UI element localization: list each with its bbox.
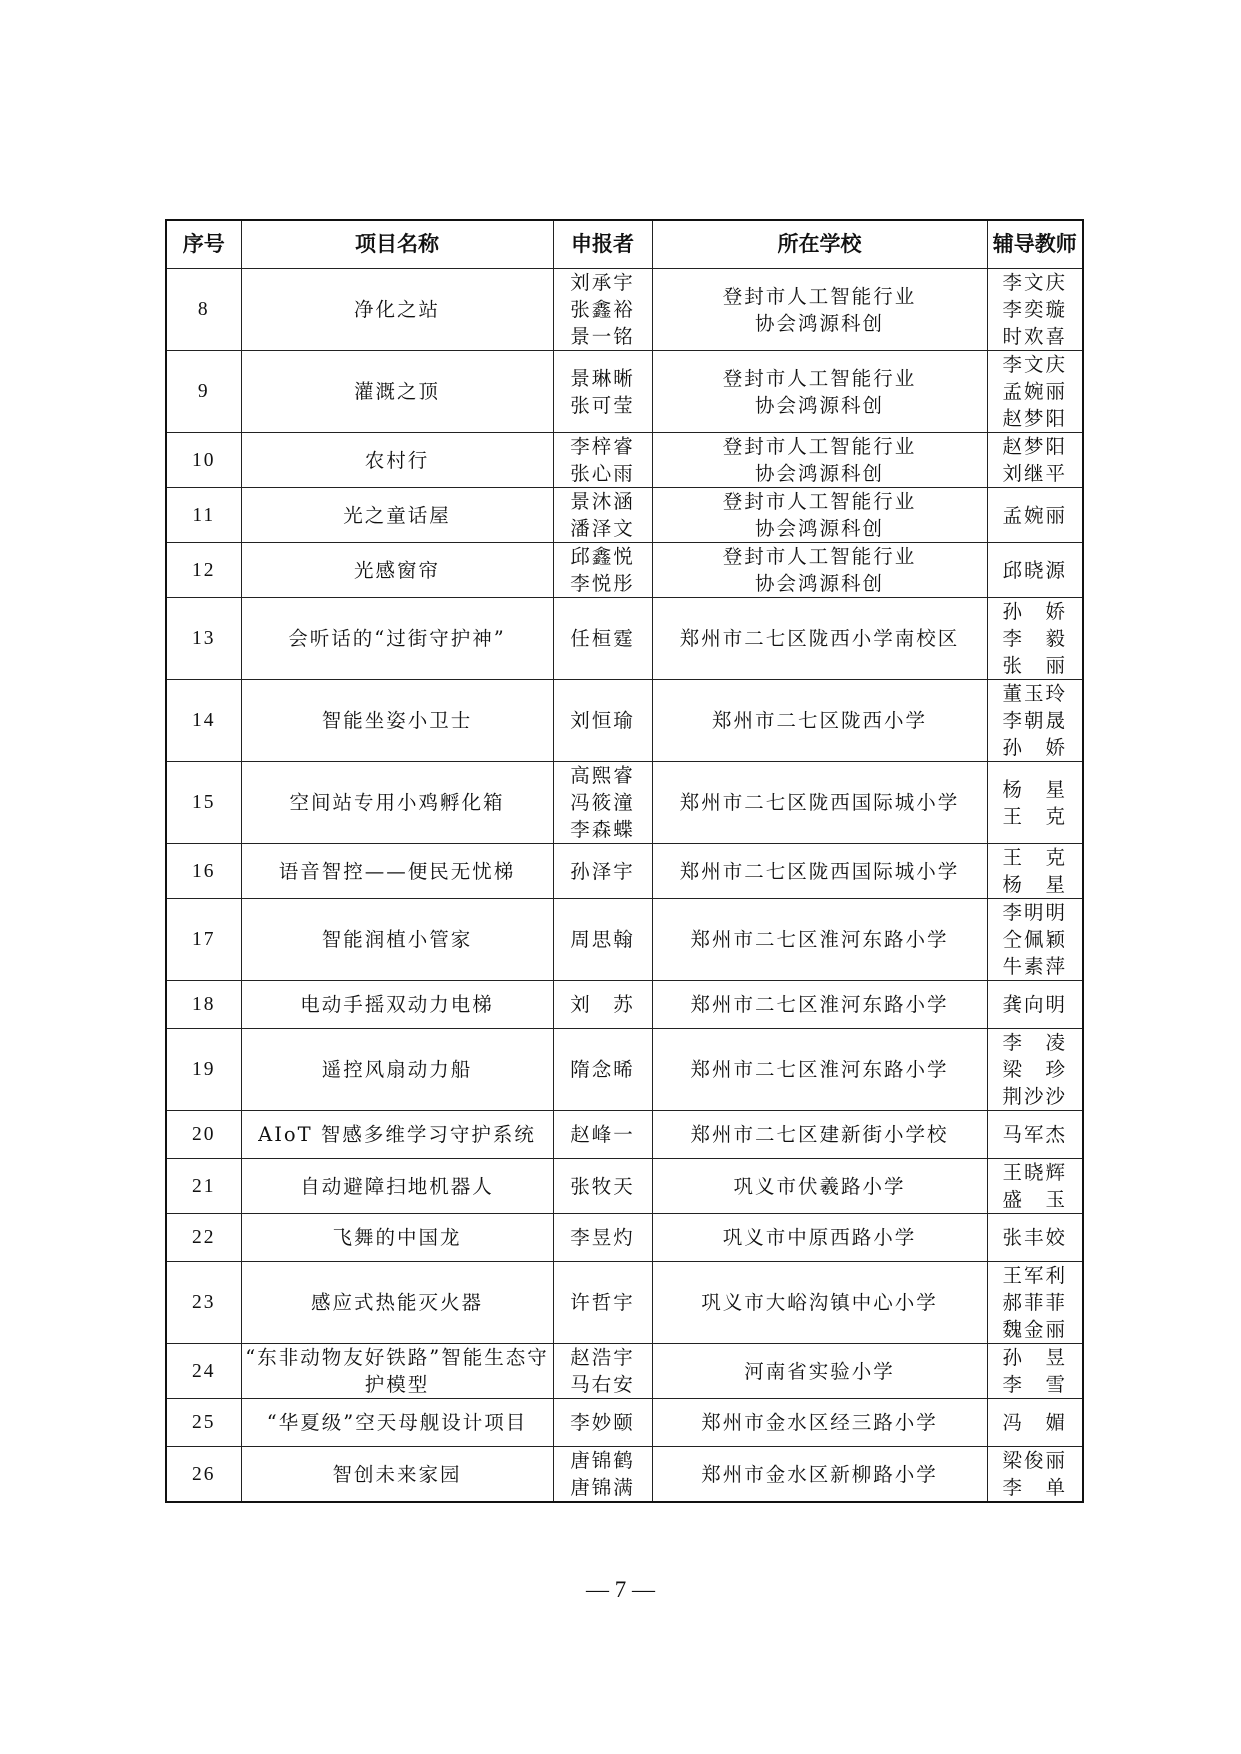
cell-applicants-line: 景沐涵 [570, 490, 635, 513]
cell-project-name: 空间站专用小鸡孵化箱 [241, 762, 553, 844]
cell-applicants-line: 张牧天 [570, 1174, 635, 1198]
cell-school [652, 762, 987, 844]
cell-teachers [987, 1111, 1083, 1159]
cell-teachers-line: 王晓辉 [1002, 1161, 1067, 1184]
cell-teachers-line: 赵梦阳 [1002, 435, 1067, 458]
cell-school-line: 郑州市二七区淮河东路小学 [690, 1058, 949, 1081]
cell-school-line: 协会鸿源科创 [754, 517, 884, 540]
table-row [166, 899, 1083, 981]
cell-teachers [987, 1029, 1083, 1111]
cell-teachers-line: 王军利 [1002, 1264, 1067, 1287]
header-applicant: 申报者 [553, 220, 652, 269]
cell-teachers-line: 孙 娇 [1002, 600, 1067, 623]
cell-project-name: 会听话的“过街守护神” [241, 598, 553, 680]
cell-teachers [987, 844, 1083, 899]
cell-teachers [987, 1447, 1083, 1503]
cell-teachers [987, 1344, 1083, 1399]
table-row [166, 680, 1083, 762]
cell-serial-number: 8 [166, 269, 241, 351]
table-header-row [166, 220, 1083, 269]
cell-applicants-line: 唐锦满 [570, 1476, 635, 1499]
table-row [166, 351, 1083, 433]
cell-school [652, 488, 987, 543]
cell-applicants-line: 潘泽文 [570, 517, 635, 540]
cell-school-line: 郑州市金水区经三路小学 [701, 1411, 938, 1434]
cell-teachers-line: 刘继平 [1002, 462, 1067, 485]
table-row [166, 1159, 1083, 1214]
cell-school [652, 351, 987, 433]
cell-school-line: 登封市人工智能行业 [722, 284, 917, 308]
cell-project-name: 飞舞的中国龙 [241, 1214, 553, 1262]
table-row [166, 433, 1083, 488]
cell-school-line: 登封市人工智能行业 [722, 545, 917, 568]
cell-applicants [553, 269, 652, 351]
cell-applicants-line: 赵浩宇 [570, 1346, 635, 1369]
cell-teachers-line: 张 丽 [1002, 654, 1067, 677]
cell-teachers [987, 433, 1083, 488]
cell-school-line: 登封市人工智能行业 [722, 435, 917, 458]
cell-school [652, 433, 987, 488]
cell-teachers-line: 李 凌 [1002, 1031, 1067, 1054]
cell-school-line: 登封市人工智能行业 [722, 490, 917, 513]
cell-applicants [553, 1262, 652, 1344]
cell-project-name: 净化之站 [241, 269, 553, 351]
cell-project-name: 智创未来家园 [241, 1447, 553, 1503]
cell-applicants [553, 844, 652, 899]
cell-teachers-line: 龚向明 [1002, 993, 1067, 1016]
cell-teachers-line: 郝菲菲 [1002, 1291, 1067, 1314]
cell-teachers-line: 冯 媚 [1002, 1411, 1067, 1434]
cell-school [652, 680, 987, 762]
cell-project-name: “东非动物友好铁路”智能生态守护模型 [241, 1344, 553, 1399]
cell-applicants [553, 1029, 652, 1111]
cell-serial-number: 15 [166, 762, 241, 844]
cell-teachers [987, 762, 1083, 844]
cell-school [652, 1029, 987, 1111]
cell-applicants-line: 张心雨 [570, 462, 635, 485]
cell-applicants [553, 762, 652, 844]
table-row [166, 844, 1083, 899]
cell-serial-number: 17 [166, 899, 241, 981]
cell-applicants [553, 543, 652, 598]
cell-teachers-line: 马军杰 [1002, 1123, 1067, 1146]
cell-teachers [987, 1262, 1083, 1344]
cell-project-name: 遥控风扇动力船 [241, 1029, 553, 1111]
cell-school-line: 郑州市金水区新柳路小学 [701, 1462, 938, 1486]
cell-school [652, 1344, 987, 1399]
cell-school-line: 协会鸿源科创 [754, 393, 884, 417]
cell-serial-number: 25 [166, 1399, 241, 1447]
cell-teachers [987, 269, 1083, 351]
cell-school [652, 981, 987, 1029]
cell-applicants-line: 赵峰一 [570, 1123, 635, 1146]
cell-teachers-line: 杨 星 [1002, 777, 1067, 801]
cell-school-line: 郑州市二七区淮河东路小学 [690, 993, 949, 1016]
cell-school-line: 巩义市伏羲路小学 [733, 1174, 906, 1198]
cell-serial-number: 10 [166, 433, 241, 488]
cell-teachers-line: 王 克 [1002, 804, 1067, 828]
cell-teachers [987, 899, 1083, 981]
cell-school [652, 844, 987, 899]
cell-teachers-line: 邱晓源 [1002, 558, 1067, 582]
cell-teachers-line: 李明明 [1002, 901, 1067, 924]
cell-teachers-line: 梁俊丽 [1002, 1449, 1067, 1472]
award-list-table [165, 219, 1084, 1503]
cell-applicants [553, 981, 652, 1029]
cell-serial-number: 19 [166, 1029, 241, 1111]
cell-teachers-line: 梁 珍 [1002, 1058, 1067, 1081]
cell-applicants-line: 周思翰 [570, 928, 635, 951]
table-row [166, 1344, 1083, 1399]
table-row [166, 1399, 1083, 1447]
cell-project-name: 自动避障扫地机器人 [241, 1159, 553, 1214]
cell-teachers [987, 351, 1083, 433]
cell-applicants-line: 任桓霆 [570, 627, 635, 650]
cell-applicants [553, 680, 652, 762]
cell-school [652, 1214, 987, 1262]
cell-applicants-line: 高熙睿 [570, 764, 635, 787]
cell-serial-number: 16 [166, 844, 241, 899]
cell-project-name: 灌溉之顶 [241, 351, 553, 433]
cell-teachers [987, 488, 1083, 543]
cell-teachers [987, 1399, 1083, 1447]
cell-applicants [553, 488, 652, 543]
cell-applicants [553, 1159, 652, 1214]
cell-project-name: 光之童话屋 [241, 488, 553, 543]
cell-applicants-line: 景一铭 [570, 325, 635, 348]
page-number: — 7 — [586, 1577, 655, 1602]
table-row [166, 1111, 1083, 1159]
header-serial-number: 序号 [166, 220, 241, 269]
cell-applicants-line: 唐锦鹤 [570, 1449, 635, 1472]
cell-teachers-line: 李文庆 [1002, 353, 1067, 376]
cell-serial-number: 13 [166, 598, 241, 680]
cell-applicants [553, 598, 652, 680]
cell-serial-number: 26 [166, 1447, 241, 1503]
cell-teachers-line: 董玉玲 [1002, 682, 1067, 705]
cell-applicants-line: 马右安 [570, 1373, 635, 1396]
cell-serial-number: 14 [166, 680, 241, 762]
cell-teachers-line: 牛素萍 [1002, 955, 1067, 978]
cell-teachers-line: 王 克 [1002, 846, 1067, 869]
table-row [166, 1029, 1083, 1111]
cell-teachers-line: 李 毅 [1002, 627, 1067, 650]
cell-applicants [553, 1399, 652, 1447]
cell-applicants-line: 李森蝶 [570, 818, 635, 841]
cell-school [652, 543, 987, 598]
cell-project-name: 光感窗帘 [241, 543, 553, 598]
cell-teachers-line: 张丰姣 [1002, 1226, 1067, 1249]
cell-school-line: 河南省实验小学 [744, 1359, 895, 1383]
cell-serial-number: 11 [166, 488, 241, 543]
cell-teachers-line: 孙 娇 [1002, 736, 1067, 759]
cell-project-name: “华夏级”空天母舰设计项目 [241, 1399, 553, 1447]
cell-teachers [987, 598, 1083, 680]
cell-teachers-line: 李文庆 [1002, 271, 1067, 294]
cell-applicants [553, 1447, 652, 1503]
cell-school-line: 协会鸿源科创 [754, 311, 884, 335]
cell-applicants-line: 李妙颐 [570, 1411, 635, 1434]
cell-applicants-line: 李昱灼 [570, 1226, 635, 1249]
cell-teachers-line: 盛 玉 [1002, 1188, 1067, 1211]
cell-applicants-line: 张鑫裕 [570, 298, 635, 321]
cell-teachers-line: 孟婉丽 [1002, 380, 1067, 403]
cell-school [652, 1447, 987, 1503]
cell-school [652, 899, 987, 981]
cell-school-line: 郑州市二七区建新街小学校 [690, 1123, 949, 1146]
cell-serial-number: 12 [166, 543, 241, 598]
table-body [166, 269, 1083, 1503]
table-row [166, 1214, 1083, 1262]
cell-school-line: 郑州市二七区陇西国际城小学 [679, 791, 960, 814]
cell-serial-number: 9 [166, 351, 241, 433]
cell-teachers [987, 680, 1083, 762]
cell-applicants-line: 刘恒瑜 [570, 709, 635, 732]
cell-applicants [553, 433, 652, 488]
cell-school [652, 269, 987, 351]
cell-teachers-line: 赵梦阳 [1002, 407, 1067, 430]
cell-school-line: 郑州市二七区淮河东路小学 [690, 928, 949, 951]
cell-teachers-line: 魏金丽 [1002, 1318, 1067, 1341]
cell-applicants-line: 许哲宇 [570, 1291, 635, 1314]
cell-school [652, 1399, 987, 1447]
cell-applicants [553, 351, 652, 433]
cell-school-line: 巩义市中原西路小学 [722, 1226, 917, 1249]
cell-school [652, 1262, 987, 1344]
cell-school-line: 协会鸿源科创 [754, 462, 884, 485]
cell-serial-number: 21 [166, 1159, 241, 1214]
table-row [166, 543, 1083, 598]
table-row [166, 1447, 1083, 1503]
cell-serial-number: 20 [166, 1111, 241, 1159]
cell-serial-number: 22 [166, 1214, 241, 1262]
cell-teachers [987, 1159, 1083, 1214]
cell-teachers [987, 1214, 1083, 1262]
cell-applicants [553, 1111, 652, 1159]
cell-school [652, 598, 987, 680]
cell-project-name: 电动手摇双动力电梯 [241, 981, 553, 1029]
cell-serial-number: 24 [166, 1344, 241, 1399]
cell-school [652, 1111, 987, 1159]
cell-teachers-line: 孟婉丽 [1002, 503, 1067, 527]
cell-applicants-line: 李悦彤 [570, 572, 635, 595]
cell-teachers-line: 李朝晟 [1002, 709, 1067, 732]
cell-project-name: 智能润植小管家 [241, 899, 553, 981]
cell-project-name: AIoT 智感多维学习守护系统 [241, 1111, 553, 1159]
cell-applicants [553, 899, 652, 981]
table-row [166, 1262, 1083, 1344]
cell-teachers-line: 李 单 [1002, 1476, 1067, 1499]
cell-applicants-line: 刘 苏 [570, 993, 635, 1016]
cell-applicants-line: 冯筱潼 [570, 791, 635, 814]
cell-teachers-line: 李奕璇 [1002, 298, 1067, 321]
cell-teachers-line: 仝佩颖 [1002, 928, 1067, 951]
table-row [166, 762, 1083, 844]
cell-school-line: 郑州市二七区陇西小学 [711, 709, 927, 732]
cell-teachers-line: 杨 星 [1002, 873, 1067, 896]
table-row [166, 269, 1083, 351]
cell-applicants [553, 1214, 652, 1262]
header-teacher: 辅导教师 [987, 220, 1083, 269]
cell-applicants-line: 邱鑫悦 [570, 545, 635, 568]
table-row [166, 598, 1083, 680]
cell-applicants-line: 李梓睿 [570, 435, 635, 458]
cell-teachers-line: 李 雪 [1002, 1373, 1067, 1396]
cell-applicants [553, 1344, 652, 1399]
cell-applicants-line: 刘承宇 [570, 271, 635, 294]
cell-project-name: 农村行 [241, 433, 553, 488]
cell-serial-number: 18 [166, 981, 241, 1029]
cell-teachers [987, 543, 1083, 598]
cell-school-line: 协会鸿源科创 [754, 572, 884, 595]
cell-teachers [987, 981, 1083, 1029]
cell-project-name: 智能坐姿小卫士 [241, 680, 553, 762]
cell-project-name: 感应式热能灭火器 [241, 1262, 553, 1344]
header-school: 所在学校 [652, 220, 987, 269]
table-row [166, 981, 1083, 1029]
cell-applicants-line: 隋念晞 [570, 1058, 635, 1081]
cell-school-line: 巩义市大峪沟镇中心小学 [701, 1291, 938, 1314]
cell-project-name: 语音智控——便民无忧梯 [241, 844, 553, 899]
cell-teachers-line: 荆沙沙 [1002, 1085, 1067, 1108]
cell-school-line: 郑州市二七区陇西国际城小学 [679, 859, 960, 883]
cell-serial-number: 23 [166, 1262, 241, 1344]
cell-teachers-line: 孙 昱 [1002, 1346, 1067, 1369]
cell-applicants-line: 孙泽宇 [570, 859, 635, 883]
cell-school-line: 登封市人工智能行业 [722, 366, 917, 390]
table-row [166, 488, 1083, 543]
cell-school-line: 郑州市二七区陇西小学南校区 [679, 627, 960, 650]
cell-applicants-line: 景琳晰 [570, 366, 635, 390]
cell-teachers-line: 时欢喜 [1002, 325, 1067, 348]
cell-applicants-line: 张可莹 [570, 393, 635, 417]
cell-school [652, 1159, 987, 1214]
header-project-name: 项目名称 [241, 220, 553, 269]
